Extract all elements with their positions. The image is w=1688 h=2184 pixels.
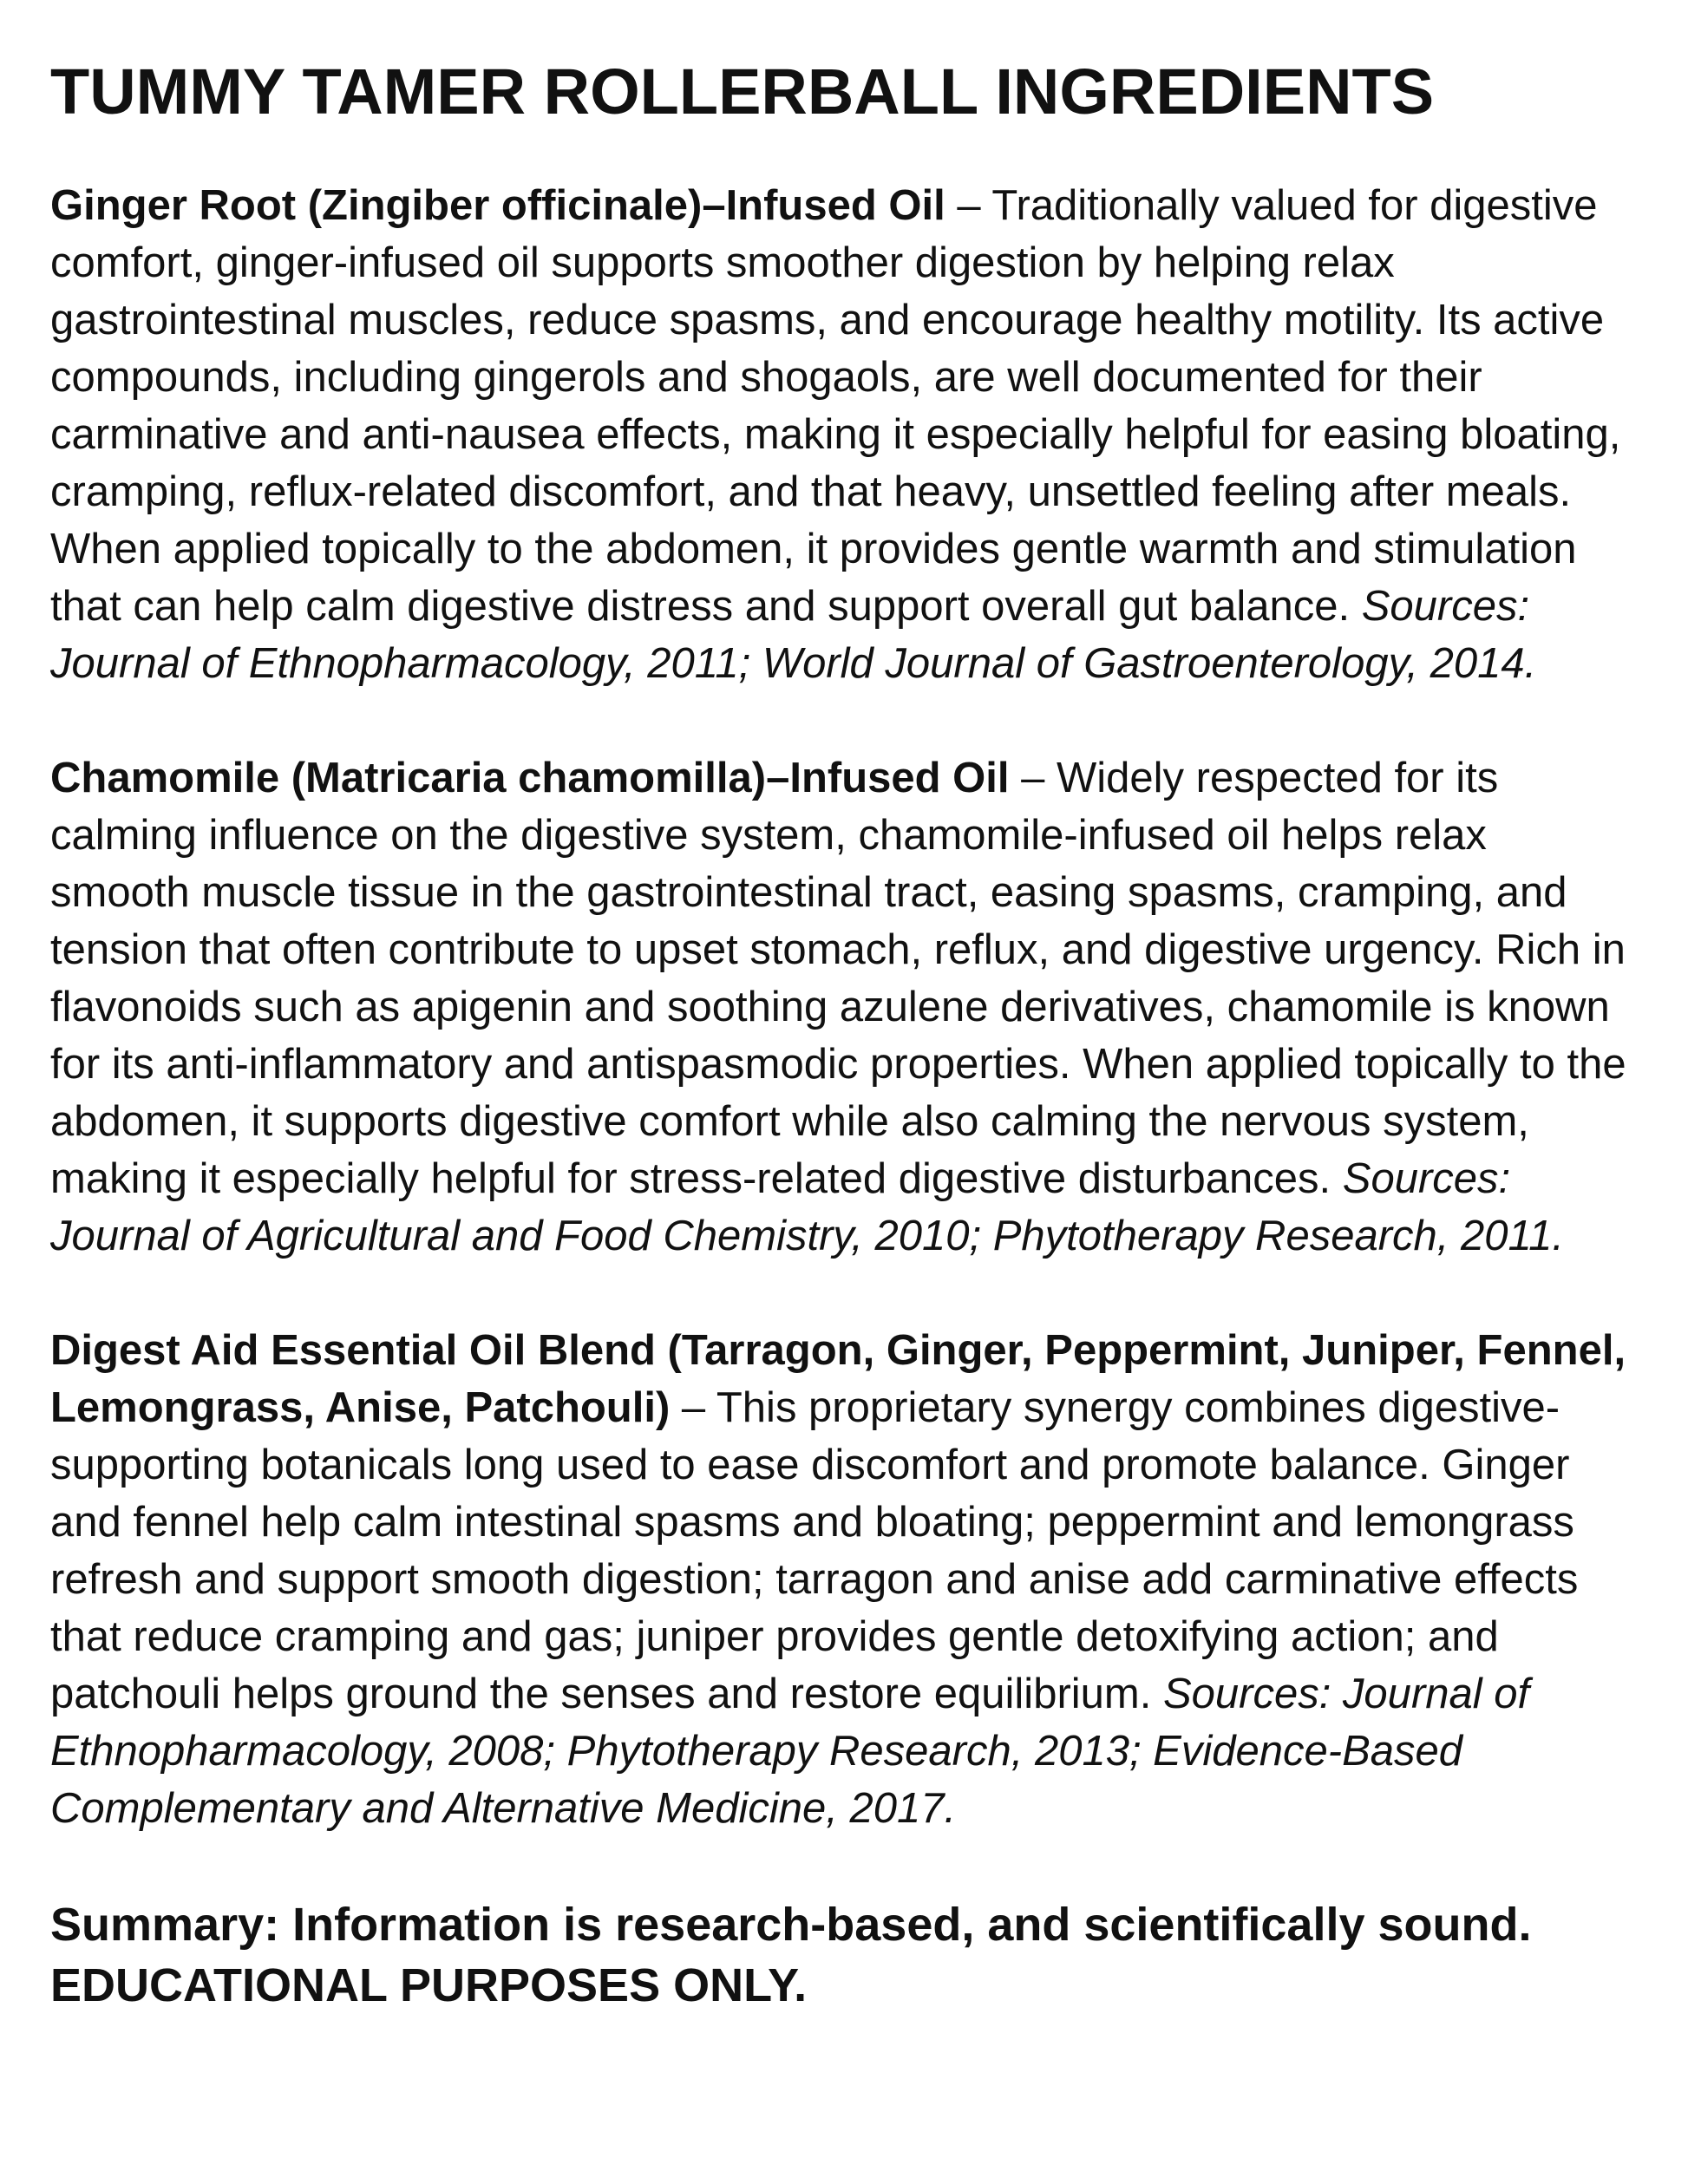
ingredient-name: Ginger Root (Zingiber officinale)–Infused Oil bbox=[50, 182, 945, 229]
ingredient-sources: Sources: Journal of Ethnopharmacology, 2011; World Journal of Gastroenterology, 2014. bbox=[50, 583, 1537, 687]
ingredient-chamomile bbox=[50, 749, 1638, 1265]
ingredient-digest-aid-blend bbox=[50, 1322, 1638, 1837]
ingredient-description: Widely respected for its calming influence on the digestive system, chamomile-infused oil helps relax smooth muscle tissue in the gastrointestinal tract, easing spasms, cramping, and tension that often contribute to upset stomach, reflux, and digestive urgency. Rich in flavonoids such as apigenin and soothing azulene derivatives, chamomile is known for its anti-inflammatory and antispasmodic properties. When applied topically to the abdomen, it supports digestive comfort while also calming the nervous system, making it especially helpful for stress-related digestive disturbances. bbox=[50, 755, 1626, 1202]
summary-statement: Summary: Information is research-based, and scientifically sound. bbox=[50, 1899, 1532, 1951]
ingredient-description: Traditionally valued for digestive comfort, ginger-infused oil supports smoother digestion by helping relax gastrointestinal muscles, reduce spasms, and encourage healthy motility. Its active compounds, including gingerols and shogaols, are well documented for their carminative and anti-nausea effects, making it especially helpful for easing bloating, cramping, reflux-related discomfort, and that heavy, unsettled feeling after meals. When applied topically to the abdomen, it provides gentle warmth and stimulation that can help calm digestive distress and support overall gut balance. bbox=[50, 182, 1621, 630]
ingredients-document bbox=[50, 52, 1638, 2016]
ingredient-name: Chamomile (Matricaria chamomilla)–Infused Oil bbox=[50, 755, 1010, 801]
ingredient-ginger bbox=[50, 177, 1638, 692]
page-title: TUMMY TAMER ROLLERBALL INGREDIENTS bbox=[50, 56, 1435, 128]
ingredient-sources: Sources: Journal of Agricultural and Food Chemistry, 2010; Phytotherapy Research, 2011. bbox=[50, 1155, 1564, 1259]
ingredient-separator: – bbox=[1009, 755, 1057, 801]
ingredient-separator: – bbox=[670, 1384, 716, 1431]
ingredient-separator: – bbox=[945, 182, 992, 229]
educational-disclaimer: EDUCATIONAL PURPOSES ONLY. bbox=[50, 1959, 808, 2011]
summary bbox=[50, 1894, 1638, 2016]
ingredient-description: This proprietary synergy combines digestive-supporting botanicals long used to ease discomfort and promote balance. Ginger and fennel help calm intestinal spasms and bloating; peppermint and lemongrass refresh and support smooth digestion; tarragon and anise add carminative effects that reduce cramping and gas; juniper provides gentle detoxifying action; and patchouli helps ground the senses and restore equilibrium. bbox=[50, 1384, 1579, 1717]
ingredient-sources: Sources: Journal of Ethnopharmacology, 2008; Phytotherapy Research, 2013; Evidence-Based Complementary and Alternative Medicine, 2017. bbox=[50, 1671, 1530, 1832]
ingredient-name: Digest Aid Essential Oil Blend (Tarragon, Ginger, Peppermint, Juniper, Fennel, Lemongrass, Anise, Patchouli) bbox=[50, 1327, 1626, 1431]
